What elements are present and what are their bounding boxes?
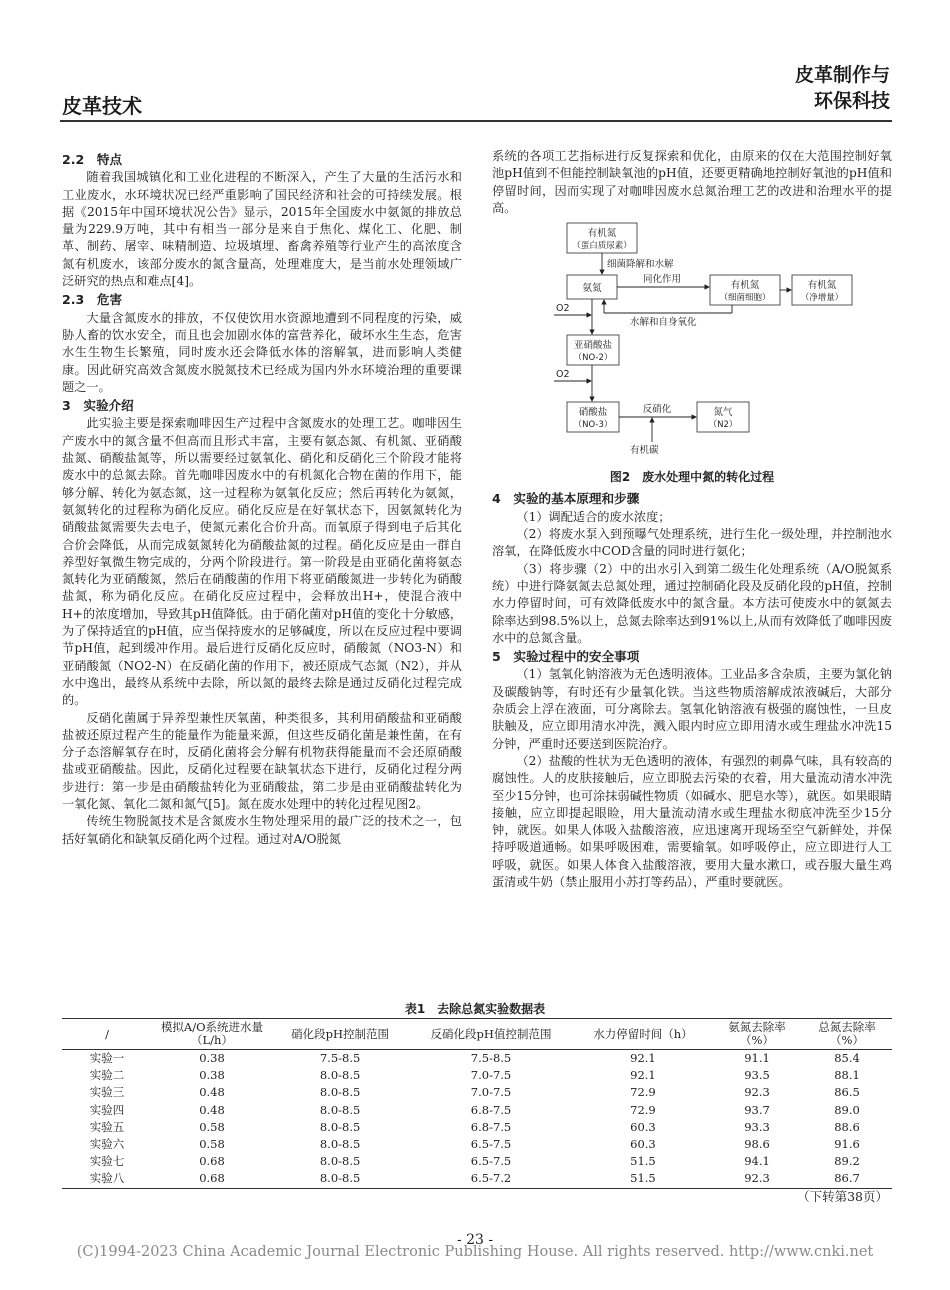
section-4-step-3: （3）将步骤（2）中的出水引入到第二级生化处理系统（A/O脱氮系统）中进行降氨氮去总氮处理，通过控制硝化段及反硝化段的pH值，控制水力停留时间，可有效降低废水中的氮含量。本方法可使废水中的氨氮去除率达到98.5%以上，总氮去除率达到91%以上,从而有效降低了咖啡因废水中的总氮含量。 <box>492 561 892 645</box>
table-cell: 实验七 <box>89 1154 125 1169</box>
section-5-heading: 5 实验过程中的安全事项 <box>492 649 640 665</box>
journal-name: 皮革技术 <box>62 94 142 118</box>
label-o2-a: O2 <box>556 303 570 315</box>
table-cell: 51.5 <box>630 1154 656 1169</box>
label-o2-b: O2 <box>556 369 570 381</box>
table-header-cell: 硝化段pH控制范围 <box>272 1019 408 1050</box>
page-number: - 23 - <box>456 1232 494 1248</box>
section-2-2-heading: 2.2 特点 <box>62 152 123 167</box>
table-cell: 6.5-7.2 <box>408 1170 574 1188</box>
section-2-2-paragraph: 随着我国城镇化和工业化进程的不断深入，产生了大量的生活污水和工业废水，水环境状况已经严重影响了国民经济和社会的可持续发展。根据《2015年中国环境状况公告》显示，2015年全国废水中氨氮的排放总量为229.9万吨，其中有相当一部分是来自于焦化、煤化工、化肥、制革、制药、屠宰、味精制造、垃圾填埋、畜禽养殖等行业产生的高浓度含氮有机废水，该部分废水的氮含量高，处理难度大，是当前水处理领域广泛研究的热点和难点[4]。 <box>62 170 462 289</box>
left-column <box>62 150 462 848</box>
label-organic-carbon: 有机碳 <box>630 445 659 457</box>
table-cell: 92.3 <box>744 1085 770 1100</box>
section-5-item-2: （2）盐酸的性状为无色透明的液体，有强烈的刺鼻气味，具有较高的腐蚀性。人的皮肤接触后，应立即脱去污染的衣着，用大量流动清水冲洗至少15分钟，也可涂抹弱碱性物质（如碱水、肥皂水等），就医。如果眼睛接触，应立即提起眼睑，用大量流动清水或生理盐水彻底冲洗至少15分钟，就医。如果人体吸入盐酸溶液，应迅速离开现场至空气新鲜处，并保持呼吸道通畅。如果呼吸困难，需要输氧。如呼吸停止，应立即进行人工呼吸，就医。如果人体食入盐酸溶液，要用大量水漱口，或吞服大量生鸡蛋清或牛奶（禁止服用小苏打等药品），严重时要就医。 <box>492 753 892 890</box>
table-cell: 91.1 <box>744 1051 770 1065</box>
right-column <box>492 148 892 891</box>
table-cell: 86.7 <box>802 1170 892 1188</box>
table-cell: 实验五 <box>89 1119 125 1134</box>
table-cell: 6.5-7.5 <box>470 1137 512 1152</box>
table-cell: 0.58 <box>199 1119 225 1134</box>
figure-caption: 图2 废水处理中氮的转化过程 <box>609 470 775 485</box>
table-cell: 92.1 <box>630 1068 656 1083</box>
nitrogen-transformation-figure <box>492 217 892 467</box>
label-hydrolysis: 水解和自身氧化 <box>630 317 697 329</box>
table-header-cell: 模拟A/O系统进水量（L/h） <box>152 1019 272 1050</box>
header-rule <box>60 120 892 122</box>
nitrogen-removal-table <box>62 1018 892 1189</box>
label-net-growth: （净增量） <box>800 293 844 304</box>
label-assimilation: 同化作用 <box>642 274 682 286</box>
label-n2: 氮气 <box>713 407 733 419</box>
table-cell: 6.8-7.5 <box>470 1102 512 1117</box>
label-nitrate-formula: （NO-3） <box>573 420 613 431</box>
section-4-step-2: （2）将废水泵入到预曝气处理系统，进行生化一级处理，并控制池水溶氧，在降低废水中COD含量的同时进行氨化； <box>492 527 892 559</box>
table-cell: 89.2 <box>834 1154 860 1169</box>
table-cell: 91.6 <box>834 1137 860 1152</box>
continued-note: （下转第38页） <box>797 1189 888 1204</box>
label-nitrite-formula: （NO-2） <box>573 353 613 364</box>
label-nitrate: 硝酸盐 <box>578 407 608 419</box>
table-cell: 98.6 <box>744 1137 770 1152</box>
table-cell: 实验四 <box>89 1102 125 1117</box>
table-cell: 0.48 <box>199 1085 225 1100</box>
table-cell: 92.1 <box>630 1051 656 1065</box>
table-cell: 93.7 <box>744 1102 770 1117</box>
table-cell: 7.0-7.5 <box>470 1068 512 1083</box>
section-2-3-heading: 2.3 危害 <box>62 292 123 308</box>
label-bacterial-degradation: 细菌降解和水解 <box>607 259 674 271</box>
table-cell: 8.0-8.5 <box>319 1119 361 1134</box>
section-2-3-paragraph: 大量含氮废水的排放，不仅使饮用水资源地遭到不同程度的污染，威胁人畜的饮水安全，而且也会加剧水体的富营养化，破坏水生生态，危害水生生物生长繁殖，同时废水还会降低水体的溶解氧，进而影响人类健康。因此研究高效含氮废水脱氮技术已经成为国内外水环境治理的重要课题之一。 <box>62 310 462 394</box>
table-cell: 93.3 <box>744 1119 770 1134</box>
continued-paragraph: 系统的各项工艺指标进行反复探索和优化，由原来的仅在大范围控制好氧池pH值到不但能控制缺氧池的pH值，还要更精确地控制好氧池的pH值和停留时间，因而实现了对咖啡因废水总氮治理工艺的改进和治理水平的提高。 <box>492 149 892 215</box>
table-cell: 88.1 <box>834 1068 860 1083</box>
section-3-paragraph-2: 反硝化菌属于异养型兼性厌氧菌，种类很多，其利用硝酸盐和亚硝酸盐被还原过程产生的能量作为能量来源，但这些反硝化菌是兼性菌，在有分子态溶解氧存在时，反硝化菌将会分解有机物获得能量而不会还原硝酸盐或亚硝酸盐。因此，反硝化过程要在缺氧状态下进行，反硝化过程分两步进行：第一步是由硝酸盐转化为亚硝酸盐，第二步是由亚硝酸盐转化为一氧化氮、氧化二氮和氮气[5]。氮在废水处理中的转化过程见图2。 <box>62 710 462 811</box>
table-cell: 8.0-8.5 <box>319 1085 361 1100</box>
table-row <box>62 1119 892 1136</box>
table-cell: 8.0-8.5 <box>272 1170 408 1188</box>
label-denitrification: 反硝化 <box>642 404 672 416</box>
table-cell: 72.9 <box>630 1102 656 1117</box>
table-cell: 0.38 <box>199 1068 225 1083</box>
table-cell: 7.5-8.5 <box>470 1051 512 1065</box>
label-organic-n-net: 有机氮 <box>807 280 837 292</box>
table-cell: 51.5 <box>574 1170 712 1188</box>
table-cell: 实验三 <box>89 1085 125 1100</box>
table-header-cell: 反硝化段pH值控制范围 <box>408 1019 574 1050</box>
table-cell: 实验八 <box>62 1170 152 1188</box>
copyright-footer: (C)1994-2023 China Academic Journal Electronic Publishing House. All rights reserved. http://www.cnki.net <box>76 1244 874 1260</box>
label-nitrite: 亚硝酸盐 <box>573 340 613 352</box>
table-cell: 88.6 <box>834 1119 860 1134</box>
section-3-paragraph-3: 传统生物脱氮技术是含氮废水生物处理采用的最广泛的技术之一，包括好氧硝化和缺氧反硝化两个过程。通过对A/O脱氮 <box>62 814 462 846</box>
table-cell: 6.5-7.5 <box>470 1154 512 1169</box>
table-cell: 72.9 <box>630 1085 656 1100</box>
table-cell: 7.0-7.5 <box>470 1085 512 1100</box>
table-cell: 93.5 <box>744 1068 770 1083</box>
table-cell: 8.0-8.5 <box>319 1068 361 1083</box>
table-cell: 实验二 <box>89 1068 125 1083</box>
table-cell: 89.0 <box>834 1102 860 1117</box>
table-cell: 实验六 <box>89 1137 125 1152</box>
table-cell: 85.4 <box>834 1051 860 1065</box>
section-4-step-1: （1）调配适合的废水浓度； <box>516 509 671 524</box>
table-header-cell: 氨氮去除率（%） <box>712 1019 802 1050</box>
table-row <box>62 1050 892 1068</box>
table-cell: 92.3 <box>712 1170 802 1188</box>
table-header-cell: / <box>62 1019 152 1050</box>
label-n2-formula: （N2） <box>708 420 738 431</box>
section-3-paragraph-1: 此实验主要是探索咖啡因生产过程中含氮废水的处理工艺。咖啡因生产废水中的氮含量不但高而且形式丰富，主要有氨态氮、有机氮、亚硝酸盐氮、硝酸盐氮等，所以需要经过氨氧化、硝化和反硝化三个阶段才能将废水中的总氮去除。首先咖啡因废水中的有机氮化合物在菌的作用下，能够分解、转化为氨态氮，这一过程称为氨氧化反应；然后再转化为氨氮，氨氮转化的过程称为硝化反应。硝化反应是在好氧状态下，因氨氮转化为硝酸盐氮需要失去电子，使氮元素化合价升高。而氧原子得到电子后其化合价会降低，从而完成氨氮转化为硝酸盐氮的过程。硝化反应是由一群自养型好氧微生物完成的，分两个阶段进行。第一阶段是由亚硝化菌将氨态氮转化为亚硝酸氮，然后在硝酸菌的作用下将亚硝酸氮进一步转化为硝酸盐氮，称为硝化反应。在硝化反应过程中，会释放出H+，使混合液中H+的浓度增加，导致其pH值降低。由于硝化菌对pH值的变化十分敏感，为了保持适宜的pH值，应当保持废水的足够碱度，所以在反应过程中要调节pH值，起到缓冲作用。最后进行反硝化反应时，硝酸氮（NO3-N）和亚硝酸氮（NO2-N）在反硝化菌的作用下，被还原成气态氮（N2），并从水中逸出，最终从系统中去除，所以氮的最终去除是通过反硝化过程完成的。 <box>62 416 462 708</box>
table-row <box>62 1084 892 1101</box>
table-cell: 60.3 <box>630 1119 656 1134</box>
section-5-item-1: （1）氢氧化钠溶液为无色透明液体。工业品多含杂质，主要为氯化钠及碳酸钠等，有时还有少量氧化铁。当这些物质溶解成浓液碱后，大部分杂质会上浮在液面，可分离除去。氢氧化钠溶液有极强的腐蚀性，一旦皮肤触及，应立即用清水冲洗，溅入眼内时应立即用清水或生理盐水冲洗15分钟，严重时还要送到医院治疗。 <box>492 667 892 751</box>
label-bacteria-cell: （细菌细胞） <box>719 293 771 304</box>
table-cell: 0.68 <box>152 1170 272 1188</box>
label-protein-urea: （蛋白质尿素） <box>572 241 632 252</box>
column-title <box>795 62 890 114</box>
column-title-line2: 环保科技 <box>813 90 890 112</box>
table-cell: 实验一 <box>89 1051 125 1065</box>
table-cell: 8.0-8.5 <box>319 1137 361 1152</box>
table-header-cell: 总氮去除率（%） <box>802 1019 892 1050</box>
table-row <box>62 1102 892 1119</box>
table-header-cell: 水力停留时间（h） <box>574 1019 712 1050</box>
table-row <box>62 1170 892 1188</box>
table-cell: 6.8-7.5 <box>470 1119 512 1134</box>
table-cell: 8.0-8.5 <box>319 1154 361 1169</box>
label-organic-n: 有机氮 <box>587 228 617 240</box>
table-cell: 0.48 <box>199 1102 225 1117</box>
table-cell: 8.0-8.5 <box>319 1102 361 1117</box>
table-cell: 0.38 <box>199 1051 225 1065</box>
table-caption: 表1 去除总氮实验数据表 <box>404 1002 546 1016</box>
section-4-heading: 4 实验的基本原理和步骤 <box>492 491 640 507</box>
table-header-row <box>62 1019 892 1050</box>
table-cell: 0.68 <box>199 1154 225 1169</box>
label-ammonia: 氨氮 <box>582 283 602 295</box>
table-cell: 86.5 <box>834 1085 860 1100</box>
table-row <box>62 1067 892 1084</box>
table-cell: 7.5-8.5 <box>319 1051 361 1065</box>
section-3-heading: 3 实验介绍 <box>62 398 134 414</box>
table-cell: 60.3 <box>630 1137 656 1152</box>
table-cell: 94.1 <box>744 1154 770 1169</box>
table-cell: 0.58 <box>199 1137 225 1152</box>
table-row <box>62 1153 892 1170</box>
table-row <box>62 1136 892 1153</box>
label-organic-n-cell: 有机氮 <box>730 280 760 292</box>
column-title-line1: 皮革制作与 <box>794 64 890 86</box>
